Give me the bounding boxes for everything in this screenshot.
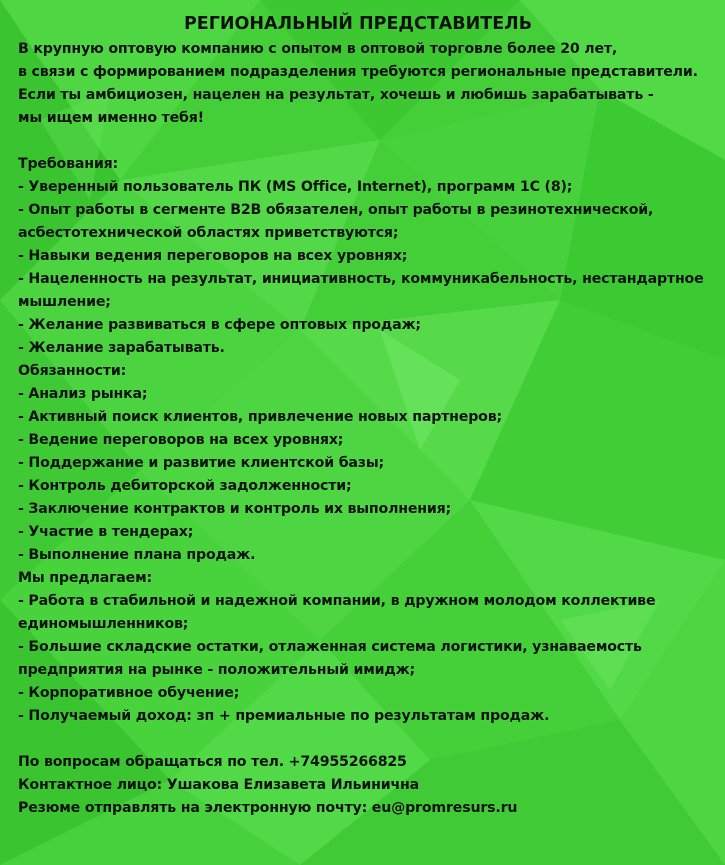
- offer-line: - Получаемый доход: зп + премиальные по результатам продаж.: [18, 708, 550, 724]
- contact-phone[interactable]: По вопросам обращаться по тел. +74955266825: [18, 754, 407, 770]
- intro-line: В крупную оптовую компанию с опытом в оптовой торговле более 20 лет,: [18, 41, 618, 57]
- requirement-line: - Нацеленность на результат, инициативность, коммуникабельность, нестандартное: [18, 271, 704, 287]
- duty-line: - Активный поиск клиентов, привлечение новых партнеров;: [18, 409, 502, 425]
- duty-line: - Контроль дебиторской задолженности;: [18, 478, 352, 494]
- contact-person: Контактное лицо: Ушакова Елизавета Ильинична: [18, 777, 419, 793]
- contact-email[interactable]: Резюме отправлять на электронную почту: eu@promresurs.ru: [18, 800, 518, 816]
- offer-line: - Корпоративное обучение;: [18, 685, 240, 701]
- duty-line: - Участие в тендерах;: [18, 524, 194, 540]
- requirement-line: - Желание зарабатывать.: [18, 340, 225, 356]
- requirements-heading: Требования:: [18, 156, 118, 172]
- duty-line: - Поддержание и развитие клиентской базы;: [18, 455, 384, 471]
- offer-line: - Большие складские остатки, отлаженная система логистики, узнаваемость: [18, 639, 642, 655]
- offer-line: единомышленников;: [18, 616, 189, 632]
- offer-line: предприятия на рынке - положительный имидж;: [18, 662, 415, 678]
- duty-line: - Ведение переговоров на всех уровнях;: [18, 432, 344, 448]
- offer-heading: Мы предлагаем:: [18, 570, 152, 586]
- offer-line: - Работа в стабильной и надежной компании, в дружном молодом коллективе: [18, 593, 656, 609]
- poster-text: [18, 12, 718, 820]
- duty-line: - Заключение контрактов и контроль их выполнения;: [18, 501, 452, 517]
- spacer: [18, 130, 718, 153]
- duties-section: [18, 360, 718, 567]
- requirement-line: асбестотехнической областях приветствуются;: [18, 225, 399, 241]
- intro-block: [18, 38, 718, 130]
- requirements-section: [18, 153, 718, 360]
- intro-line: в связи с формированием подразделения требуются региональные представители.: [18, 64, 698, 80]
- requirement-line: - Опыт работы в сегменте В2В обязателен, опыт работы в резинотехнической,: [18, 202, 654, 218]
- poster-title: РЕГИОНАЛЬНЫЙ ПРЕДСТАВИТЕЛЬ: [183, 14, 533, 34]
- contacts-section: [18, 751, 718, 820]
- spacer: [18, 728, 718, 751]
- duty-line: - Анализ рынка;: [18, 386, 148, 402]
- offer-section: [18, 567, 718, 728]
- requirement-line: мышление;: [18, 294, 111, 310]
- requirement-line: - Навыки ведения переговоров на всех уровнях;: [18, 248, 408, 264]
- intro-line: мы ищем именно тебя!: [18, 110, 204, 126]
- requirement-line: - Желание развиваться в сфере оптовых продаж;: [18, 317, 421, 333]
- duty-line: - Выполнение плана продаж.: [18, 547, 256, 563]
- requirement-line: - Уверенный пользователь ПК (MS Office, Internet), программ 1С (8);: [18, 179, 573, 195]
- duties-heading: Обязанности:: [18, 363, 127, 379]
- intro-line: Если ты амбициозен, нацелен на результат, хочешь и любишь зарабатывать -: [18, 87, 654, 103]
